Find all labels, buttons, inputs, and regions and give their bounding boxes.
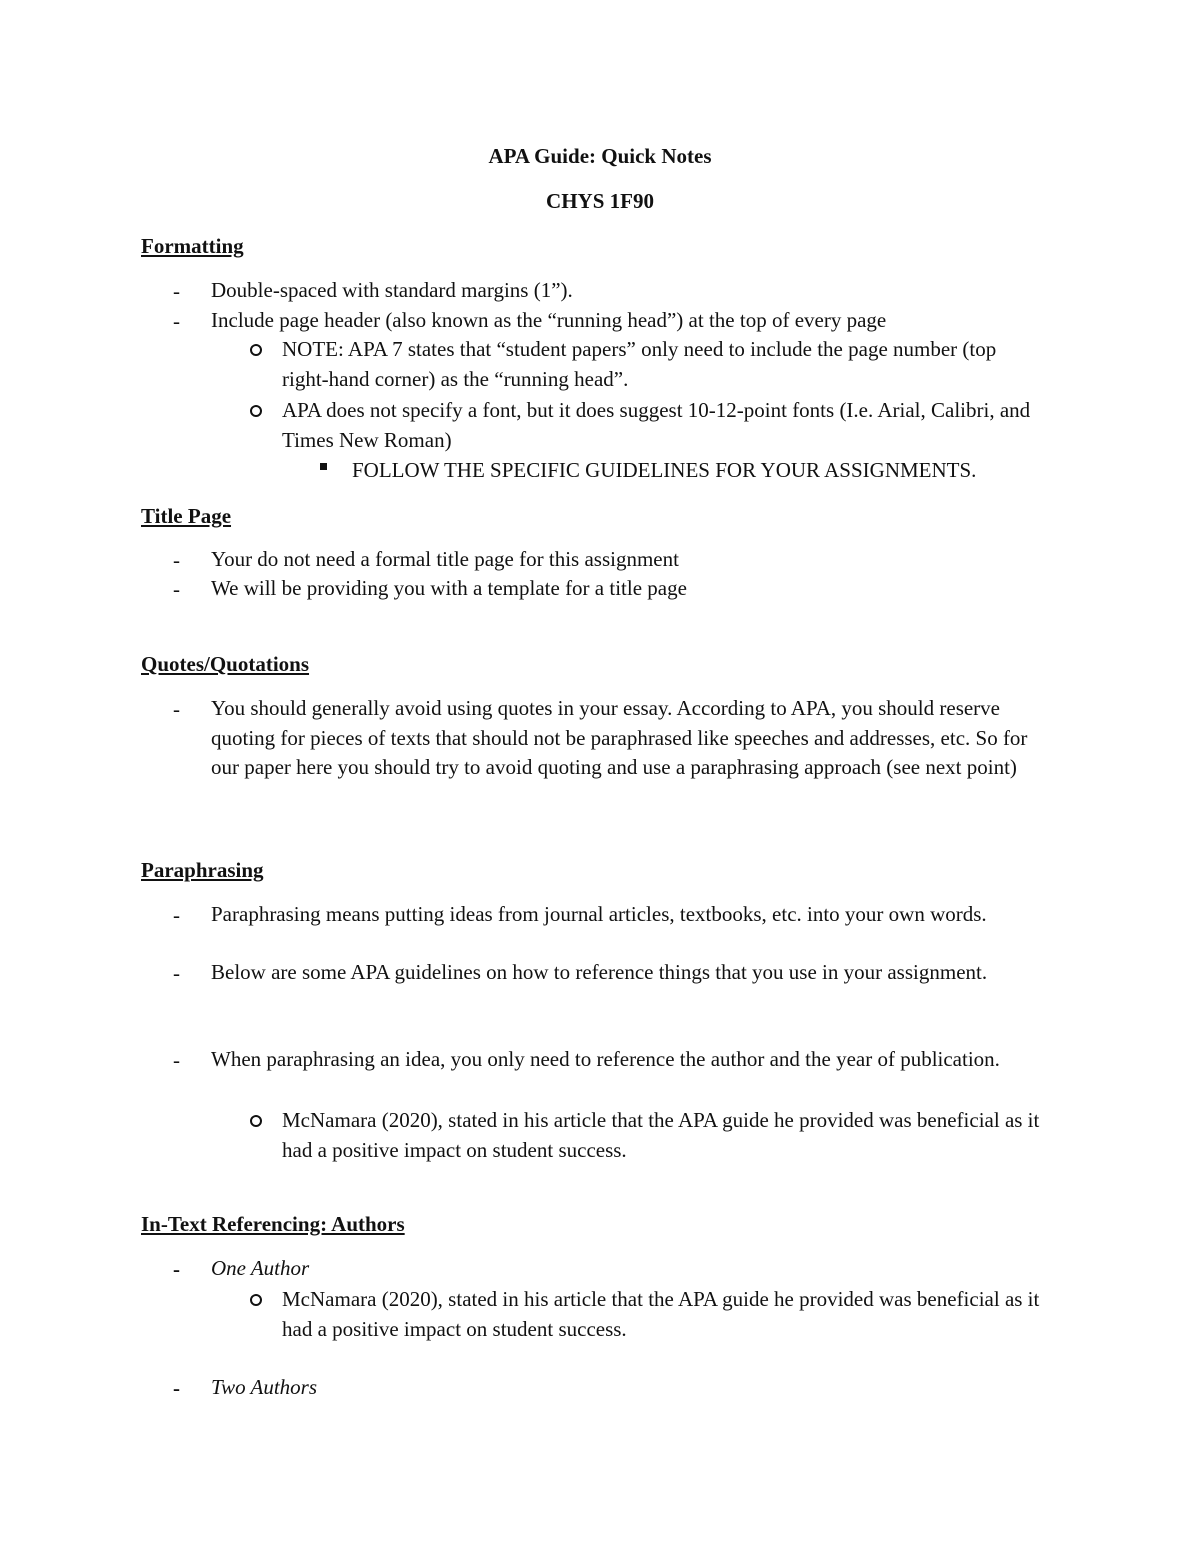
circle-bullet-icon [250, 1115, 262, 1127]
square-bullet-icon [320, 463, 327, 470]
in-text-sub-1: McNamara (2020), stated in his article that the APA guide he provided was beneficial as it had a positive impact on student success. [282, 1287, 1040, 1341]
heading-paraphrasing: Paraphrasing [141, 858, 264, 882]
paraphrasing-item-2: Below are some APA guidelines on how to reference things that you use in your assignment. [211, 960, 988, 984]
document-title: APA Guide: Quick Notes [488, 144, 712, 168]
dash-bullet: - [173, 1257, 180, 1281]
dash-bullet: - [173, 548, 180, 572]
heading-quotes: Quotes/Quotations [141, 652, 310, 676]
dash-bullet: - [173, 309, 180, 333]
course-code: CHYS 1F90 [546, 189, 654, 213]
dash-bullet: - [173, 279, 180, 303]
circle-bullet-icon [250, 405, 262, 417]
heading-title-page: Title Page [141, 504, 232, 528]
in-text-item-one-author: One Author [211, 1256, 310, 1280]
in-text-item-two-authors: Two Authors [211, 1375, 318, 1399]
title-page-item-1: Your do not need a formal title page for this assignment [211, 547, 679, 571]
dash-bullet: - [173, 1048, 180, 1072]
quotes-item-1: You should generally avoid using quotes in your essay. According to APA, you should reserve quoting for pieces of texts that should not be paraphrased like speeches and addresses, etc. So for our paper here you should try to avoid quoting and use a paraphrasing approach (see next point) [211, 696, 1028, 779]
paraphrasing-item-3: When paraphrasing an idea, you only need to reference the author and the year of publication. [211, 1047, 1000, 1071]
formatting-item-2: Include page header (also known as the “running head”) at the top of every page [211, 308, 887, 332]
paraphrasing-sub-1: McNamara (2020), stated in his article that the APA guide he provided was beneficial as it had a positive impact on student success. [282, 1108, 1040, 1162]
formatting-subsub-1: FOLLOW THE SPECIFIC GUIDELINES FOR YOUR ASSIGNMENTS. [352, 458, 977, 482]
heading-formatting: Formatting [141, 234, 244, 258]
circle-bullet-icon [250, 344, 262, 356]
dash-bullet: - [173, 697, 180, 721]
circle-bullet-icon [250, 1294, 262, 1306]
dash-bullet: - [173, 961, 180, 985]
formatting-sub-2: APA does not specify a font, but it does suggest 10-12-point fonts (I.e. Arial, Calibri, and Times New Roman) [282, 398, 1031, 452]
dash-bullet: - [173, 577, 180, 601]
formatting-item-1: Double-spaced with standard margins (1”). [211, 278, 573, 302]
dash-bullet: - [173, 903, 180, 927]
formatting-sub-1: NOTE: APA 7 states that “student papers” only need to include the page number (top right-hand corner) as the “running head”. [282, 337, 997, 391]
dash-bullet: - [173, 1376, 180, 1400]
heading-in-text-referencing: In-Text Referencing: Authors [141, 1212, 405, 1236]
title-page-item-2: We will be providing you with a template for a title page [211, 576, 687, 600]
paraphrasing-item-1: Paraphrasing means putting ideas from journal articles, textbooks, etc. into your own words. [211, 902, 987, 926]
